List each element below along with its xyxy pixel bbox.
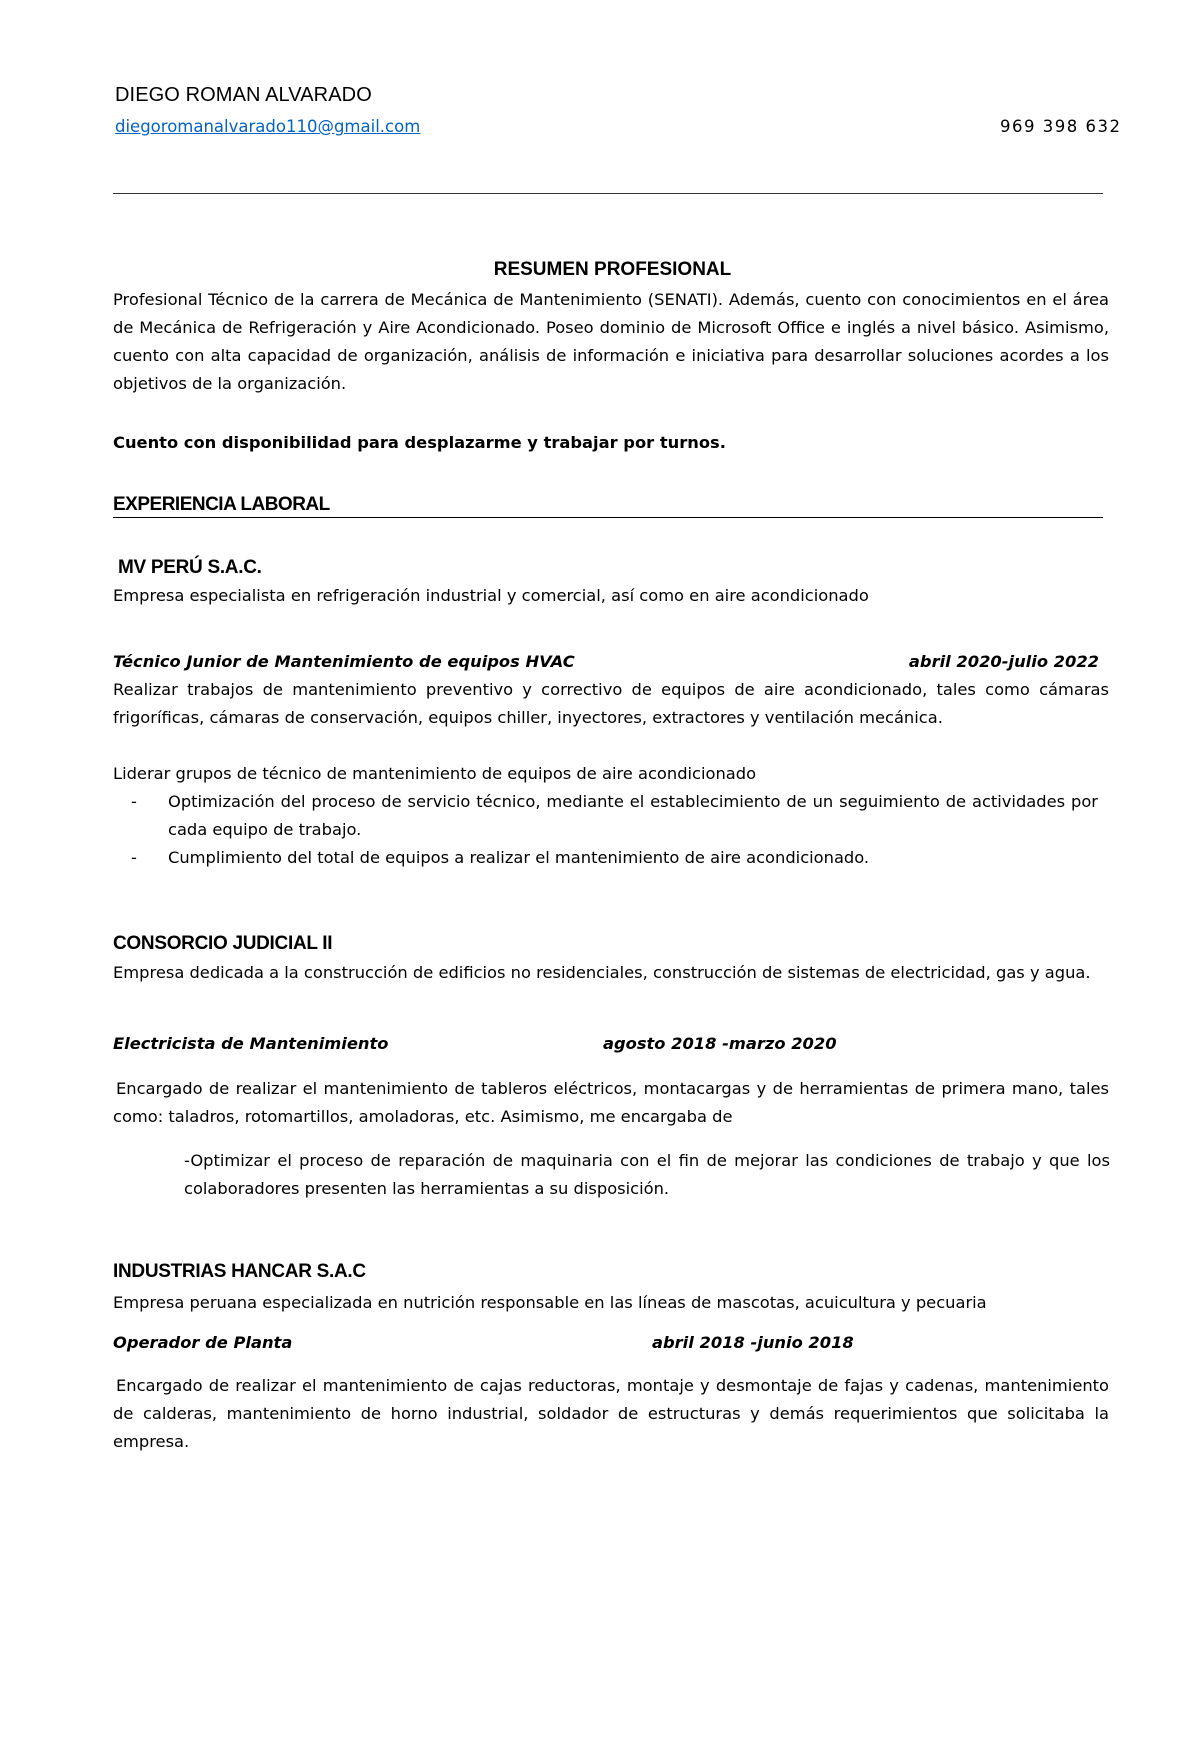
job-1-duties: Realizar trabajos de mantenimiento preventivo y correctivo de equipos de aire acondicionado, tales como cámaras frigoríficas, cámaras de conservación, equipos chiller, inyectores, extractores y ventilación mecánica. bbox=[113, 680, 1109, 727]
job-3-company: INDUSTRIAS HANCAR S.A.C bbox=[113, 1261, 366, 1282]
summary-title: RESUMEN PROFESIONAL bbox=[493, 259, 732, 280]
job-1-dates: abril 2020-julio 2022 bbox=[908, 652, 1099, 671]
job-1-description: Empresa especialista en refrigeración industrial y comercial, así como en aire acondicionado bbox=[113, 586, 869, 605]
job-2-duties: Encargado de realizar el mantenimiento de tableros eléctricos, montacargas y de herramientas de primera mano, tales como: taladros, rotomartillos, amoladoras, etc. Asimismo, me encargaba de bbox=[113, 1079, 1109, 1126]
availability-statement: Cuento con disponibilidad para desplazarme y trabajar por turnos. bbox=[113, 433, 726, 452]
job-2-dates: agosto 2018 -marzo 2020 bbox=[603, 1034, 837, 1053]
job-3-dates: abril 2018 -junio 2018 bbox=[652, 1333, 854, 1352]
job-2-extra: -Optimizar el proceso de reparación de maquinaria con el fin de mejorar las condiciones de trabajo y que los colaboradores presenten las herramientas a su disposición. bbox=[184, 1151, 1110, 1198]
job-1-bullet-2 bbox=[113, 844, 1098, 872]
job-3-duties: Encargado de realizar el mantenimiento de cajas reductoras, montaje y desmontaje de fajas y cadenas, mantenimiento de calderas, mantenimiento de horno industrial, soldador de estructuras y demás requerimientos que solicitaba la empresa. bbox=[113, 1376, 1109, 1451]
job-2-role: Electricista de Mantenimiento bbox=[113, 1034, 389, 1053]
job-1-bullet-2-text: Cumplimiento del total de equipos a realizar el mantenimiento de aire acondicionado. bbox=[168, 848, 870, 867]
job-2-description: Empresa dedicada a la construcción de edificios no residenciales, construcción de sistemas de electricidad, gas y agua. bbox=[113, 963, 1091, 982]
job-3-role: Operador de Planta bbox=[113, 1333, 293, 1352]
header-divider bbox=[113, 193, 1103, 194]
email-link[interactable]: diegoromanalvarado110@gmail.com bbox=[115, 117, 421, 136]
job-3-description: Empresa peruana especializada en nutrición responsable en las líneas de mascotas, acuicultura y pecuaria bbox=[113, 1293, 987, 1312]
experience-section-title bbox=[113, 494, 1103, 518]
job-1-bullet-1-text: Optimización del proceso de servicio técnico, mediante el establecimiento de un seguimiento de actividades por cada equipo de trabajo. bbox=[168, 792, 1098, 839]
bullet-marker: - bbox=[131, 792, 137, 811]
bullet-marker: - bbox=[131, 848, 137, 867]
job-1-role: Técnico Junior de Mantenimiento de equipos HVAC bbox=[113, 652, 575, 671]
job-1-company: MV PERÚ S.A.C. bbox=[118, 557, 262, 578]
job-2-company: CONSORCIO JUDICIAL II bbox=[113, 933, 333, 954]
job-1-lead: Liderar grupos de técnico de mantenimiento de equipos de aire acondicionado bbox=[113, 764, 757, 783]
summary-paragraph: Profesional Técnico de la carrera de Mecánica de Mantenimiento (SENATI). Además, cuento con conocimientos en el área de Mecánica de Refrigeración y Aire Acondicionado. Poseo dominio de Microsoft Office e inglés a nivel básico. Asimismo, cuento con alta capacidad de organización, análisis de información e iniciativa para desarrollar soluciones acordes a los objetivos de la organización. bbox=[113, 290, 1109, 393]
job-1-bullet-1 bbox=[113, 788, 1098, 844]
job-1-bullet-list bbox=[113, 788, 1098, 872]
phone-number: 969 398 632 bbox=[1000, 117, 1122, 136]
candidate-name: DIEGO ROMAN ALVARADO bbox=[115, 84, 372, 106]
experience-section-label: EXPERIENCIA LABORAL bbox=[113, 494, 330, 515]
